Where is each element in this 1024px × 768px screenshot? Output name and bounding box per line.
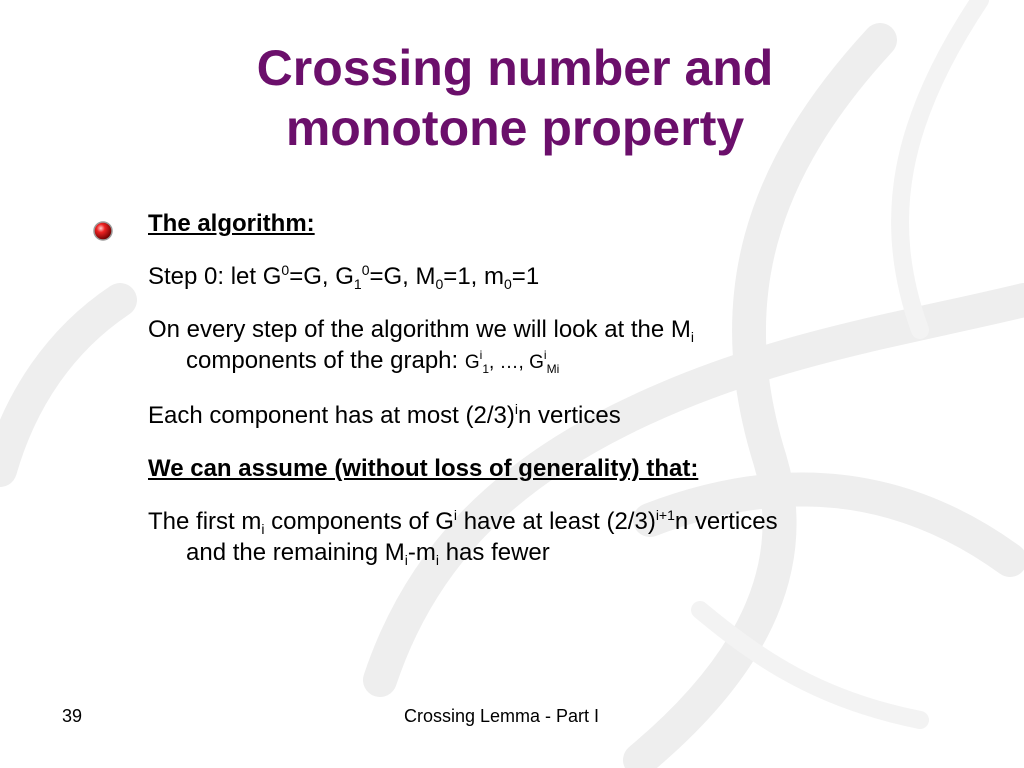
every-step-paragraph: On every step of the algorithm we will look at the $M_i$ components of the graph: $G^i_1$, …, $G^i_{Mi}$: [148, 316, 695, 376]
bullet-icon: [92, 220, 114, 242]
heading-algorithm: The algorithm:: [148, 210, 315, 237]
title-line-2: monotone property: [285, 100, 745, 156]
component-bound: Each component has at most $(2/3)^in$ vertices: [148, 401, 621, 429]
page-number: 39: [62, 706, 83, 726]
footer-title: Crossing Lemma - Part I: [404, 706, 600, 726]
step-0: Step 0: let $G^0=G$, $G_1^0=G$, $M_0=1$, $m_0=1$: [148, 262, 540, 292]
slide-title: [100, 38, 930, 158]
assumption-heading: We can assume (without loss of generality) that:: [148, 455, 699, 482]
slide-body: [148, 208, 968, 590]
first-components-paragraph: The first $m_i$ components of $G^i$ have at least $(2/3)^{i+1}n$ vertices and the remaining $M_i-m_i$ has fewer: [148, 507, 778, 568]
title-line-1: Crossing number and: [256, 40, 774, 96]
component-list: $G^i_1$, …, $G^i_{Mi}$: [464, 348, 560, 376]
